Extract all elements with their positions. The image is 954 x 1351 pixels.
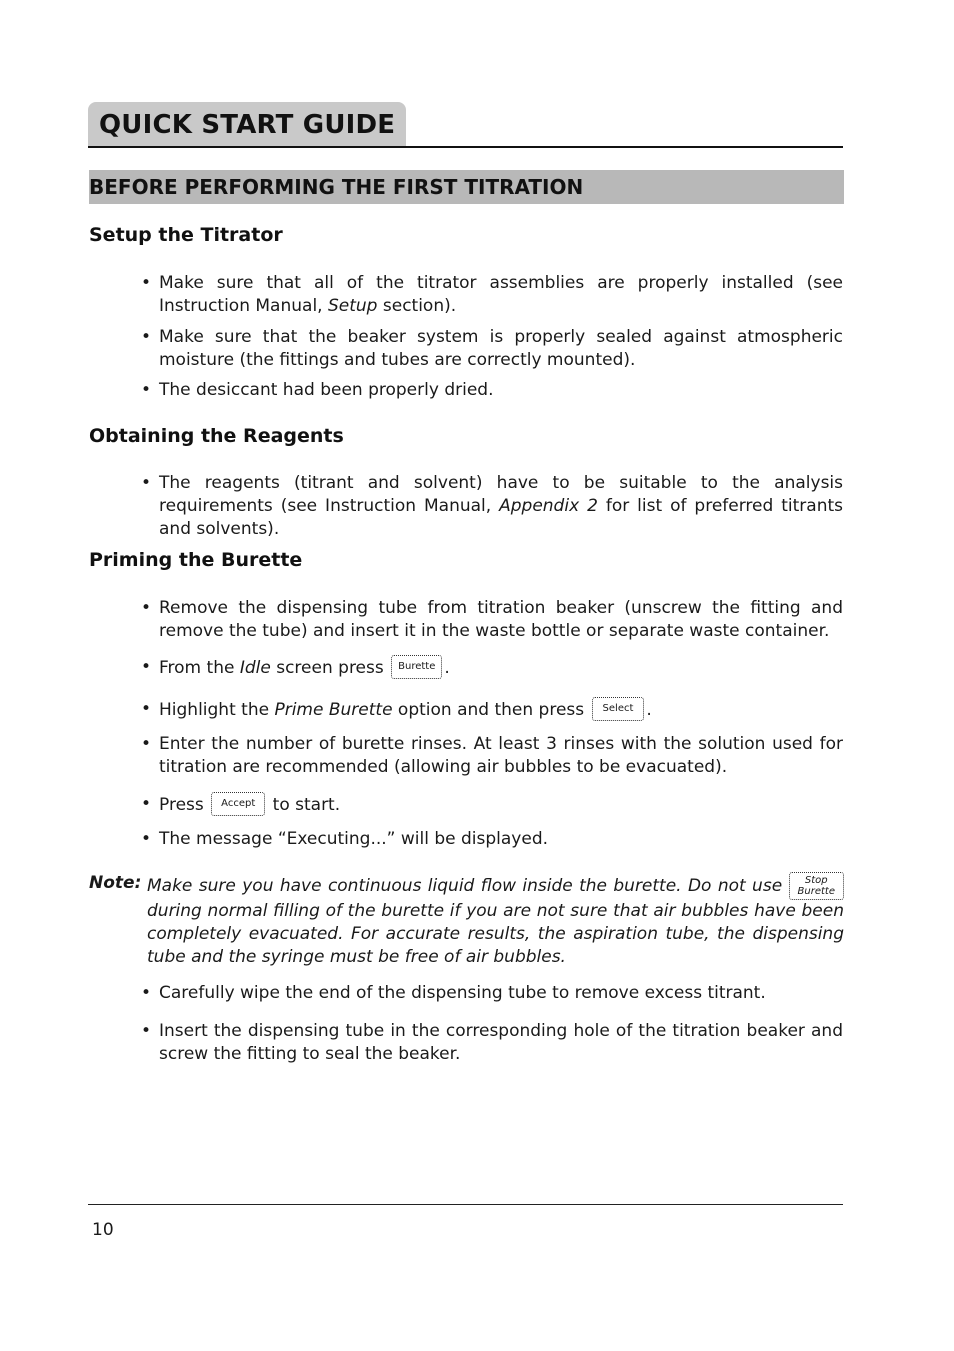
key-line: Stop: [804, 875, 828, 886]
accept-key: Accept: [211, 792, 265, 816]
heading-reagents: Obtaining the Reagents: [89, 425, 344, 447]
list-item: [141, 1020, 843, 1066]
text: Highlight the: [159, 700, 275, 720]
text: Enter the number of burette rinses. At least 3 rinses with the solution used for titration are recommended (allowing air bubbles to be evacuated).: [159, 734, 843, 777]
text: Insert the dispensing tube in the corresponding hole of the titration beaker and screw the fitting to seal the beaker.: [159, 1021, 843, 1064]
text: From the: [159, 658, 240, 678]
bullet-icon: •: [141, 734, 152, 754]
list-item: [141, 982, 843, 1005]
bullet-icon: •: [141, 699, 152, 719]
burette-key: Burette: [391, 655, 442, 679]
list-item: [141, 272, 843, 318]
text: The message “Executing...” will be displayed.: [159, 829, 549, 849]
text: screen press: [270, 658, 384, 678]
select-key: Select: [592, 697, 645, 721]
bullet-icon: •: [141, 794, 152, 814]
text: option and then press: [392, 700, 585, 720]
bullet-icon: •: [141, 657, 152, 677]
key-line: Burette: [797, 886, 836, 897]
note-text: Make sure you have continuous liquid flow inside the burette. Do not use: [147, 876, 783, 896]
bullet-icon: •: [141, 473, 152, 493]
list-item: [141, 379, 843, 402]
footer-rule: [88, 1204, 843, 1205]
stop-burette-key: [789, 872, 844, 900]
text: Remove the dispensing tube from titration beaker (unscrew the fitting and remove the tube) and insert it in the waste bottle or separate waste container.: [159, 598, 843, 641]
text: Make sure that the beaker system is properly sealed against atmospheric moisture (the fittings and tubes are correctly mounted).: [159, 327, 843, 370]
text: to start.: [272, 795, 341, 815]
text: section).: [377, 296, 457, 316]
italic-term: Prime Burette: [274, 700, 393, 720]
section-bar: [89, 170, 844, 204]
list-item: [141, 733, 843, 779]
list-item: [141, 472, 843, 541]
note-text: during normal filling of the burette if you are not sure that air bubbles have been completely evacuated. For accurate results, the aspiration tube, the dispensing tube and the syringe must be free of air bubbles.: [147, 901, 844, 967]
guide-title-tab: [88, 102, 406, 147]
text: Make sure that all of the titrator assemblies are properly installed (see Instruction Manual,: [159, 273, 843, 316]
title-rule: [88, 146, 843, 148]
note-label: Note:: [89, 873, 142, 893]
bullet-icon: •: [141, 983, 152, 1003]
bullet-icon: •: [141, 1021, 152, 1041]
list-item: [141, 793, 843, 817]
bullet-icon: •: [141, 598, 152, 618]
page-number: 10: [92, 1220, 114, 1240]
bullet-icon: •: [141, 380, 152, 400]
guide-title: QUICK START GUIDE: [99, 109, 396, 140]
bullet-icon: •: [141, 273, 152, 293]
italic-term: Idle: [239, 658, 271, 678]
list-item: [141, 326, 843, 372]
bullet-icon: •: [141, 829, 152, 849]
list-item: • Highlight the Prime Burette option and then press Select .: [141, 699, 652, 720]
note-block: [89, 872, 844, 969]
text: The desiccant had been properly dried.: [159, 380, 494, 400]
text: The reagents (titrant and solvent) have to be suitable to the analysis requirements (see Instruction Manual,: [159, 473, 843, 516]
heading-priming: Priming the Burette: [89, 549, 303, 571]
bullet-icon: •: [141, 327, 152, 347]
text: Press: [159, 795, 204, 815]
italic-term: Appendix 2: [499, 496, 598, 516]
list-item: [141, 828, 843, 851]
text: Carefully wipe the end of the dispensing tube to remove excess titrant.: [159, 983, 766, 1003]
heading-setup: Setup the Titrator: [89, 224, 283, 246]
text: for list of preferred titrants and solvents).: [159, 496, 843, 539]
italic-term: Setup: [327, 296, 378, 316]
list-item: • From the Idle screen press Burette .: [141, 657, 450, 678]
list-item: [141, 597, 843, 643]
section-title: BEFORE PERFORMING THE FIRST TITRATION: [89, 175, 584, 199]
